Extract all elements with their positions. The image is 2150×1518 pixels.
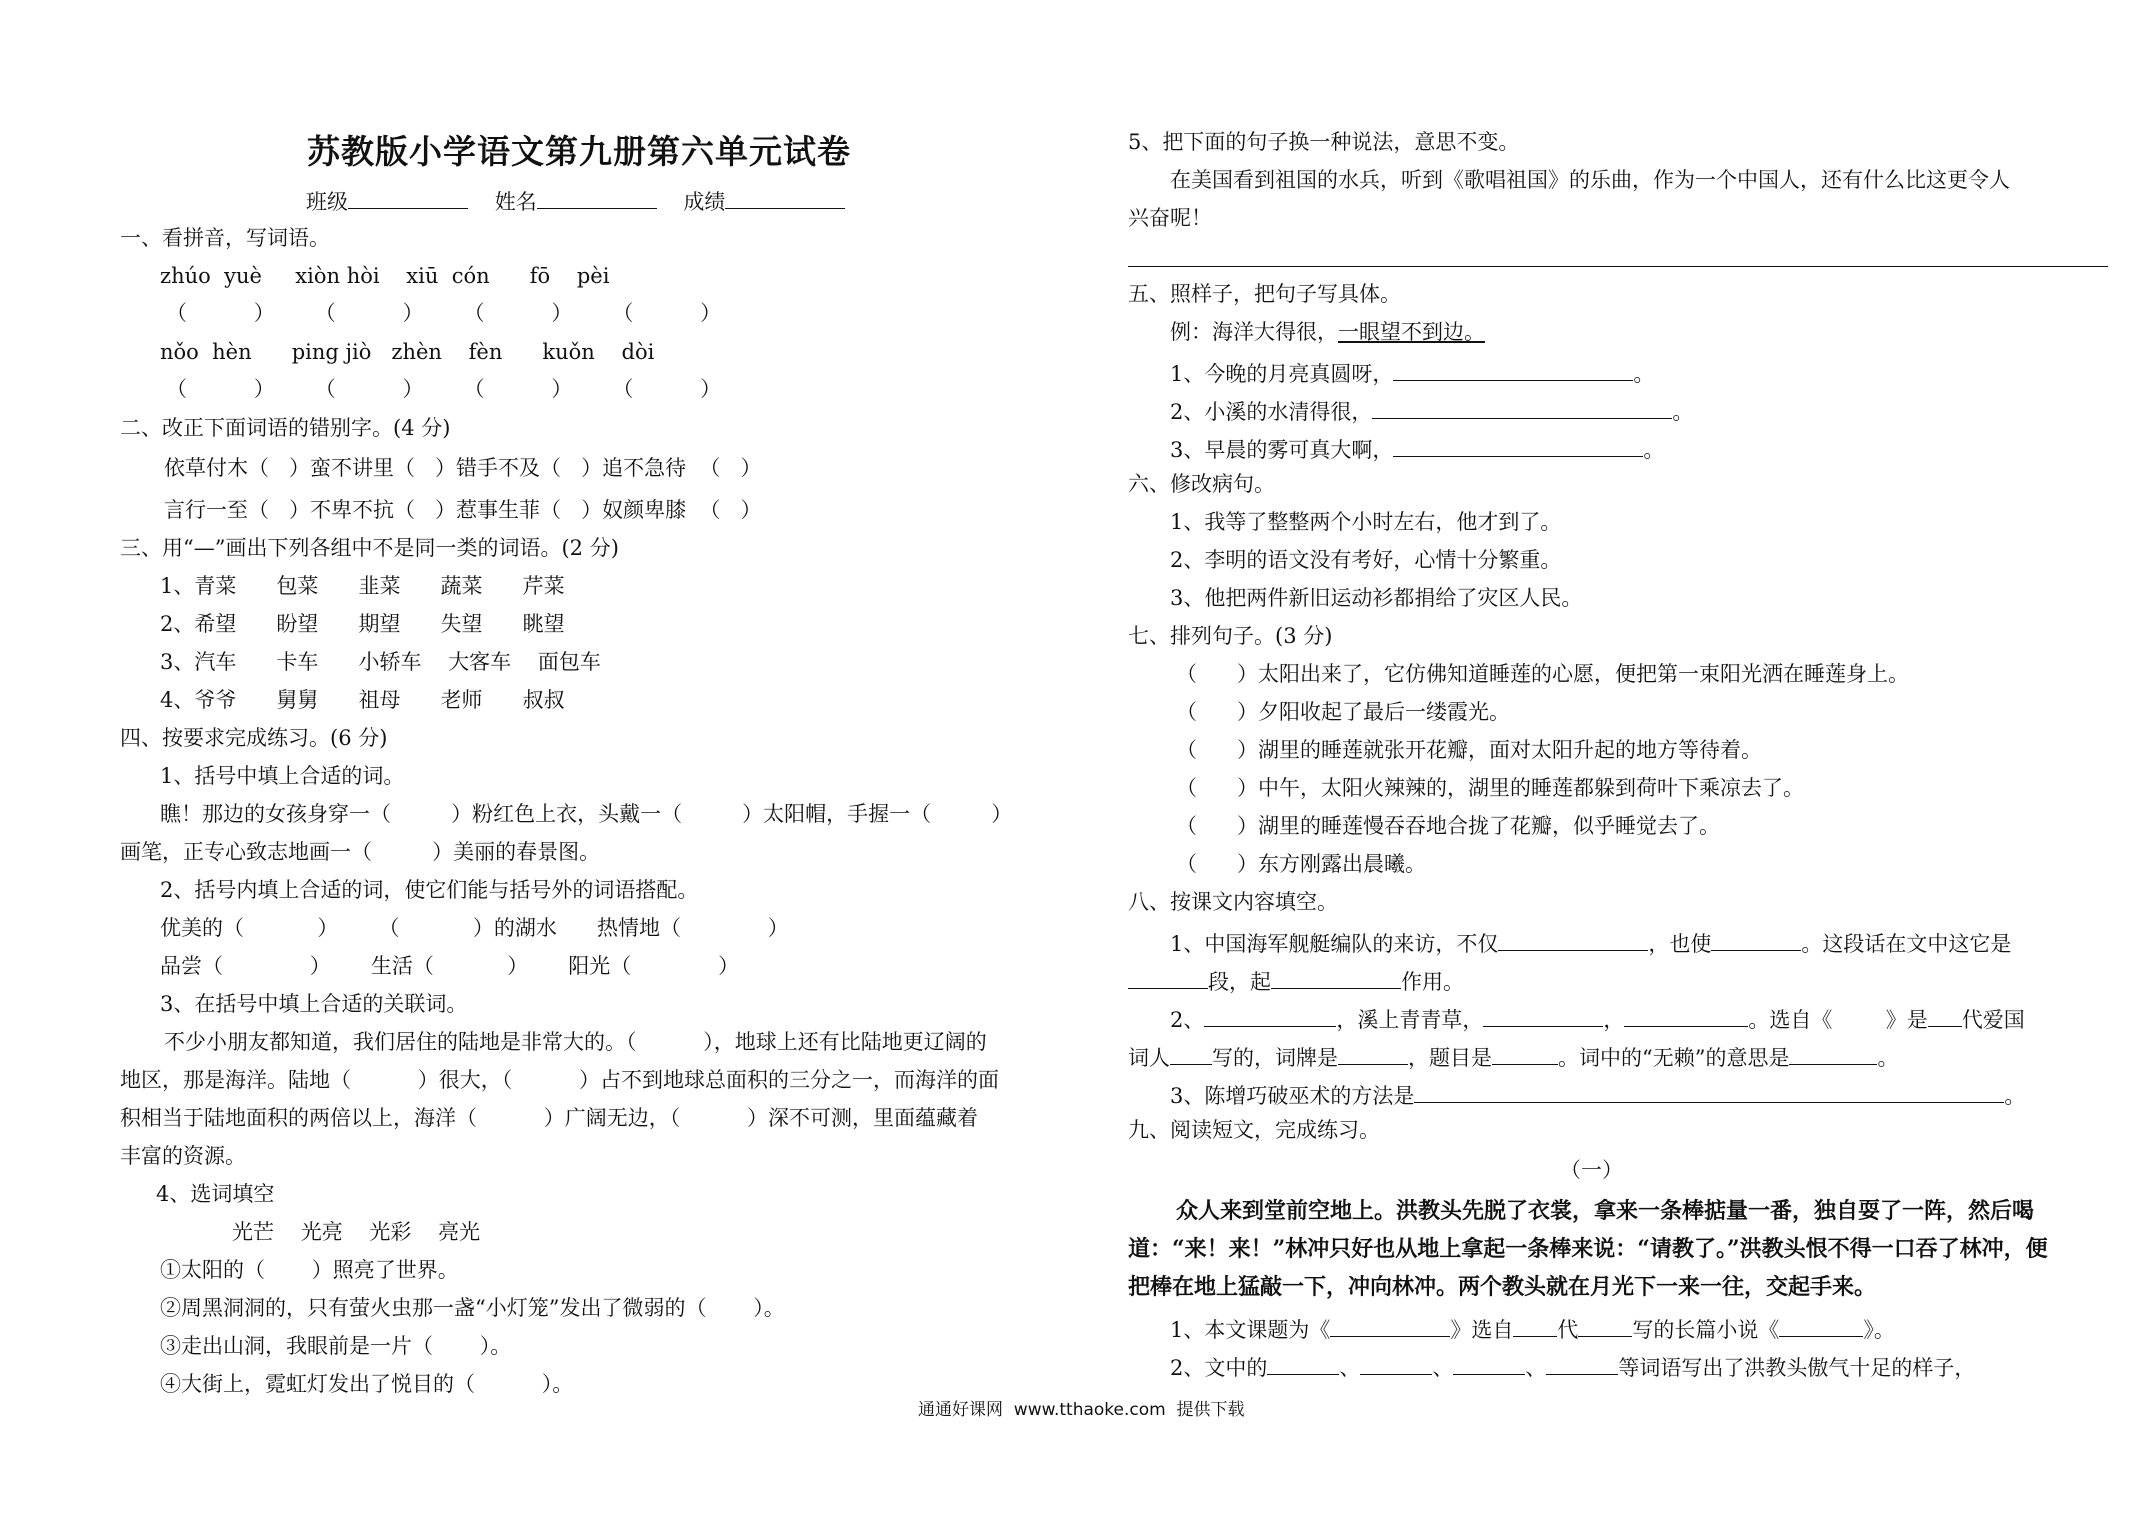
passage-line: 把棒在地上猛敲一下，冲向林冲。两个教头就在月光下一来一往，交起手来。 — [1128, 1274, 1877, 1300]
s7-row[interactable]: （ ）湖里的睡莲慢吞吞地合拢了花瓣，似乎睡觉去了。 — [1176, 814, 1721, 838]
s7-row[interactable]: （ ）湖里的睡莲就张开花瓣，面对太阳升起的地方等待着。 — [1176, 738, 1763, 762]
s8-q1-text-a: 1、中国海军舰艇编队的来访，不仅 — [1170, 931, 1499, 956]
header-fields — [306, 188, 845, 213]
word-group-row: 3、汽车 卡车 小轿车 大客车 面包车 — [160, 650, 601, 674]
s8-q2-blank-5[interactable] — [1170, 1044, 1212, 1065]
s5-example-prefix: 例：海洋大得很， — [1170, 320, 1338, 344]
s7-row[interactable]: （ ）东方刚露出晨曦。 — [1176, 852, 1427, 876]
q4-1-title: 1、括号中填上合适的词。 — [160, 764, 405, 788]
s5-q3 — [1170, 436, 1664, 461]
s9-q1-text-b: 》选自 — [1450, 1317, 1514, 1342]
section-5-heading: 五、照样子，把句子写具体。 — [1128, 282, 1401, 306]
s8-q2-text-e: 代爱国 — [1961, 1007, 2025, 1032]
s9-q1-blank-2[interactable] — [1513, 1316, 1557, 1337]
s9-q2-blank-1[interactable] — [1267, 1354, 1339, 1375]
class-blank[interactable] — [348, 188, 468, 209]
word-group-row: 2、希望 盼望 期望 失望 眺望 — [160, 612, 565, 636]
passage-title: （一） — [1560, 1158, 1623, 1182]
s8-q2-blank-3[interactable] — [1624, 1006, 1748, 1027]
s8-q2-text-f: 词人 — [1128, 1045, 1170, 1070]
s9-q2-sep: 、 — [1339, 1355, 1361, 1380]
s5-q2-end: 。 — [1672, 399, 1694, 424]
q4-4-item[interactable]: ②周黑洞洞的，只有萤火虫那一盏“小灯笼”发出了微弱的（ ）。 — [160, 1296, 785, 1320]
q5-sentence-line-1: 在美国看到祖国的水兵，听到《歌唱祖国》的乐曲，作为一个中国人，还有什么比这更令人 — [1170, 168, 2010, 192]
s8-q1-line-2 — [1128, 968, 1464, 993]
s5-q2-blank[interactable] — [1372, 398, 1672, 419]
s8-q2-text-h: ，题目是 — [1408, 1045, 1492, 1070]
pinyin-row-1: zhúo yuè xiòn hòi xiū cón fō pèi — [160, 264, 610, 288]
typo-row-2[interactable]: 言行一至（ ）不卑不抗（ ）惹事生菲（ ）奴颜卑膝 （ ） — [164, 498, 762, 522]
s8-q1-text-e: 作用。 — [1401, 969, 1464, 994]
passage-line: 道：“来！来！”林冲只好也从地上拿起一条棒来说：“请教了。”洪教头恨不得一口吞了林冲，便 — [1128, 1236, 2048, 1262]
s8-q1-text-d: 段，起 — [1208, 969, 1271, 994]
s8-q2-blank-2[interactable] — [1483, 1006, 1603, 1027]
typo-row-1[interactable]: 依草付木（ ）蛮不讲里（ ）错手不及（ ）追不急待 （ ） — [164, 456, 762, 480]
score-label: 成绩 — [683, 189, 726, 214]
s6-row: 3、他把两件新旧运动衫都捐给了灾区人民。 — [1170, 586, 1583, 610]
s8-q2-blank-8[interactable] — [1789, 1044, 1877, 1065]
s5-q2-text: 2、小溪的水清得很， — [1170, 399, 1373, 424]
section-2-heading: 二、改正下面词语的错别字。(4 分) — [120, 416, 451, 440]
s8-q1-blank-3[interactable] — [1128, 968, 1208, 989]
s7-row[interactable]: （ ）中午，太阳火辣辣的，湖里的睡莲都躲到荷叶下乘凉去了。 — [1176, 776, 1805, 800]
s8-q2-blank-1[interactable] — [1204, 1006, 1336, 1027]
q4-4-item[interactable]: ③走出山洞，我眼前是一片（ ）。 — [160, 1334, 512, 1358]
q4-4-item[interactable]: ④大街上，霓虹灯发出了悦目的（ ）。 — [160, 1372, 574, 1396]
q4-4-options: 光芒 光亮 光彩 亮光 — [232, 1220, 481, 1244]
q5-heading: 5、把下面的句子换一种说法，意思不变。 — [1128, 130, 1520, 154]
q4-3-paragraph-line[interactable]: 积相当于陆地面积的两倍以上，海洋（ ）广阔无边，（ ）深不可测，里面蕴藏着 — [120, 1106, 979, 1130]
s9-q1-blank-4[interactable] — [1779, 1316, 1863, 1337]
q5-answer-line[interactable] — [1128, 266, 2108, 267]
s6-row: 1、我等了整整两个小时左右，他才到了。 — [1170, 510, 1562, 534]
s8-q2-text-g: 写的，词牌是 — [1212, 1045, 1338, 1070]
section-6-heading: 六、修改病句。 — [1128, 472, 1275, 496]
s8-q2-text-d: 。选自《 》是 — [1748, 1007, 1928, 1032]
q4-4-item[interactable]: ①太阳的（ ）照亮了世界。 — [160, 1258, 459, 1282]
right-column — [1080, 0, 2150, 1518]
s5-q1 — [1170, 360, 1654, 385]
q5-sentence-line-2: 兴奋呢！ — [1128, 206, 1212, 230]
s9-q1-text-a: 1、本文课题为《 — [1170, 1317, 1331, 1342]
class-label: 班级 — [306, 189, 348, 214]
s8-q1-text-b: ，也使 — [1648, 931, 1712, 956]
s8-q2-text-b: ，溪上青青草， — [1336, 1007, 1484, 1032]
s9-q2-blank-3[interactable] — [1453, 1354, 1525, 1375]
exam-title: 苏教版小学语文第九册第六单元试卷 — [307, 132, 851, 171]
q4-3-title: 3、在括号中填上合适的关联词。 — [160, 992, 468, 1016]
s8-q3-text-a: 3、陈增巧破巫术的方法是 — [1170, 1083, 1415, 1108]
section-4-heading: 四、按要求完成练习。(6 分) — [120, 726, 388, 750]
word-group-row: 1、青菜 包菜 韭菜 蔬菜 芹菜 — [160, 574, 565, 598]
s8-q2-blank-4[interactable] — [1928, 1006, 1962, 1027]
bracket-row-2[interactable]: （ ） （ ） （ ） （ ） — [166, 377, 722, 401]
s9-q2-text-a: 2、文中的 — [1170, 1355, 1268, 1380]
section-9-heading: 九、阅读短文，完成练习。 — [1128, 1118, 1380, 1142]
page-footer: 通通好课网 www.tthaoke.com 提供下载 — [918, 1400, 1245, 1420]
s9-q1 — [1170, 1316, 1895, 1341]
s9-q1-text-d: 写的长篇小说《 — [1632, 1317, 1780, 1342]
bracket-row-1[interactable]: （ ） （ ） （ ） （ ） — [166, 301, 722, 325]
q4-2-title: 2、括号内填上合适的词，使它们能与括号外的词语搭配。 — [160, 878, 699, 902]
q4-3-paragraph-line[interactable]: 不少小朋友都知道，我们居住的陆地是非常大的。（ ），地球上还有比陆地更辽阔的 — [164, 1030, 987, 1054]
s8-q3 — [1170, 1082, 2025, 1107]
s7-row[interactable]: （ ）夕阳收起了最后一缕霞光。 — [1176, 700, 1511, 724]
s9-q2-sep: 、 — [1525, 1355, 1547, 1380]
q4-4-title: 4、选词填空 — [156, 1182, 275, 1206]
s8-q2-line-1 — [1170, 1006, 2025, 1031]
s9-q2-blank-4[interactable] — [1546, 1354, 1618, 1375]
s8-q3-text-b: 。 — [2004, 1083, 2026, 1108]
s5-q1-text: 1、今晚的月亮真圆呀， — [1170, 361, 1394, 386]
s8-q1-line-1 — [1170, 930, 2011, 955]
s9-q1-text-e: 》。 — [1863, 1317, 1895, 1342]
s8-q2-text-i: 。词中的“无赖”的意思是 — [1558, 1045, 1790, 1070]
name-blank[interactable] — [537, 188, 657, 209]
passage-line: 众人来到堂前空地上。洪教头先脱了衣裳，拿来一条棒掂量一番，独自耍了一阵，然后喝 — [1176, 1198, 2035, 1224]
s5-q3-end: 。 — [1643, 437, 1665, 462]
s5-q1-blank[interactable] — [1393, 360, 1633, 381]
s8-q2-line-2 — [1128, 1044, 1898, 1069]
s8-q1-blank-2[interactable] — [1711, 930, 1801, 951]
q4-2-line-2[interactable]: 品尝（ ） 生活（ ） 阳光（ ） — [160, 954, 740, 978]
s5-example-underlined: 一眼望不到边。 — [1338, 320, 1485, 344]
s8-q3-blank[interactable] — [1414, 1082, 2004, 1103]
s9-q2 — [1170, 1354, 1975, 1379]
s9-q2-text-end: 等词语写出了洪教头傲气十足的样子， — [1618, 1355, 1976, 1380]
section-3-heading: 三、用“—”画出下列各组中不是同一类的词语。(2 分) — [120, 536, 619, 560]
s8-q2-blank-6[interactable] — [1338, 1044, 1408, 1065]
section-8-heading: 八、按课文内容填空。 — [1128, 890, 1338, 914]
s8-q1-text-c: 。这段话在文中这它是 — [1801, 931, 2012, 956]
s8-q2-blank-7[interactable] — [1492, 1044, 1558, 1065]
s9-q2-sep: 、 — [1432, 1355, 1454, 1380]
q4-1-line-1[interactable]: 瞧！那边的女孩身穿一（ ）粉红色上衣，头戴一（ ）太阳帽，手握一（ ） — [160, 802, 1013, 826]
s9-q1-blank-1[interactable] — [1330, 1316, 1450, 1337]
pinyin-row-2: nǒo hèn ping jiò zhèn fèn kuǒn dòi — [160, 340, 655, 364]
name-label: 姓名 — [494, 189, 537, 214]
s8-q2-text-a: 2、 — [1170, 1007, 1205, 1032]
s9-q1-text-c: 代 — [1557, 1317, 1579, 1342]
s5-q1-end: 。 — [1633, 361, 1655, 386]
s8-q1-blank-4[interactable] — [1271, 968, 1401, 989]
s8-q1-blank-1[interactable] — [1498, 930, 1648, 951]
s8-q2-text-c: ， — [1603, 1007, 1625, 1032]
score-blank[interactable] — [725, 188, 845, 209]
section-1-heading: 一、看拼音，写词语。 — [120, 226, 330, 250]
q4-1-line-2[interactable]: 画笔，正专心致志地画一（ ）美丽的春景图。 — [120, 840, 601, 864]
s6-row: 2、李明的语文没有考好，心情十分繁重。 — [1170, 548, 1562, 572]
s5-q3-text: 3、早晨的雾可真大啊， — [1170, 437, 1394, 462]
s7-row[interactable]: （ ）太阳出来了，它仿佛知道睡莲的心愿，便把第一束阳光洒在睡莲身上。 — [1176, 662, 1910, 686]
s9-q1-blank-3[interactable] — [1578, 1316, 1632, 1337]
word-group-row: 4、爷爷 舅舅 祖母 老师 叔叔 — [160, 688, 565, 712]
q4-3-paragraph-line: 丰富的资源。 — [120, 1144, 246, 1168]
s9-q2-blank-2[interactable] — [1360, 1354, 1432, 1375]
s5-q2 — [1170, 398, 1693, 423]
s8-q2-text-j: 。 — [1877, 1045, 1899, 1070]
s5-example — [1170, 322, 1485, 343]
section-7-heading: 七、排列句子。(3 分) — [1128, 624, 1333, 648]
q4-2-line-1[interactable]: 优美的（ ） （ ）的湖水 热情地（ ） — [160, 916, 789, 940]
s5-q3-blank[interactable] — [1393, 436, 1643, 457]
q4-3-paragraph-line[interactable]: 地区，那是海洋。陆地（ ）很大，（ ）占不到地球总面积的三分之一，而海洋的面 — [120, 1068, 1000, 1092]
